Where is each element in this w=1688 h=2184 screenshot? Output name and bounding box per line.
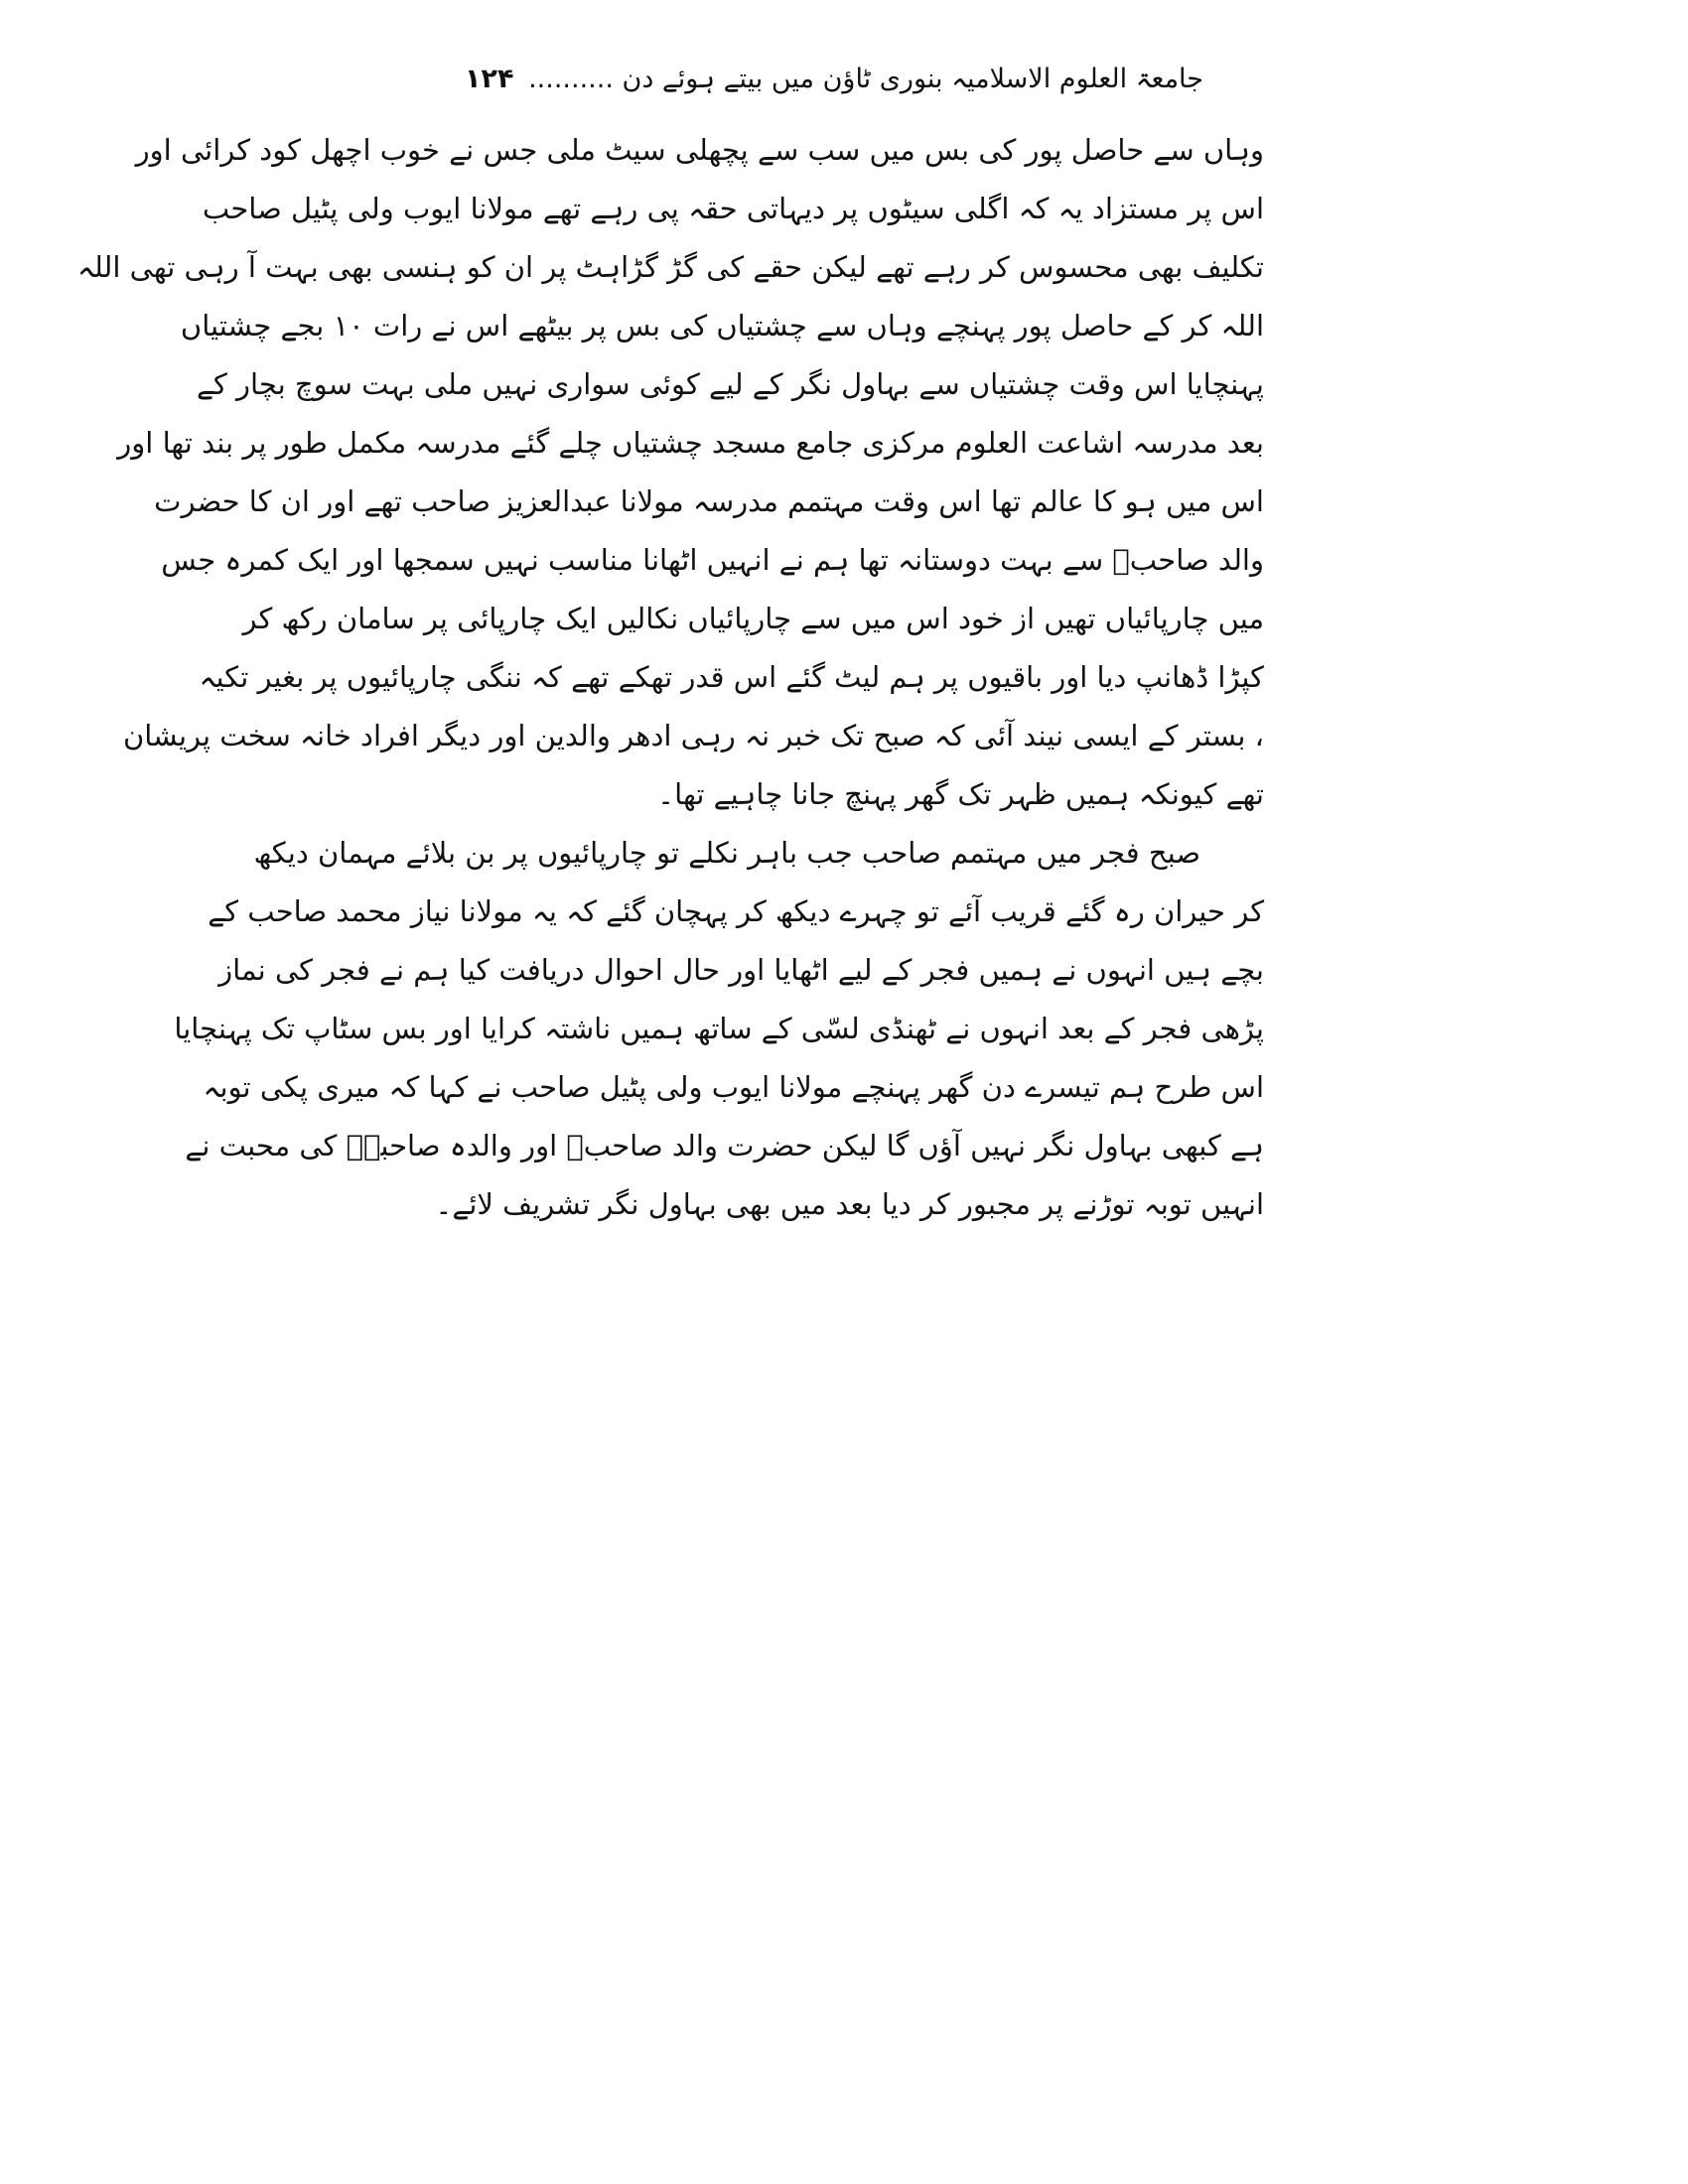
text-line: بچے ہیں انہوں نے ہمیں فجر کے لیے اٹھایا اور حال احوال دریافت کیا ہم نے فجر کی نماز: [218, 953, 1264, 987]
text-line: اللہ کر کے حاصل پور پہنچے وہاں سے چشتیاں کی بس پر بیٹھے اس نے رات ۱۰ بجے چشتیاں: [180, 309, 1264, 342]
text-line: وہاں سے حاصل پور کی بس میں سب سے پچھلی سیٹ ملی جس نے خوب اچھل کود کرائی اور: [135, 133, 1264, 167]
text-line: کپڑا ڈھانپ دیا اور باقیوں پر ہم لیٹ گئے اس قدر تھکے تھے کہ ننگی چارپائیوں پر بغیر تکیہ: [199, 660, 1264, 694]
paragraph-start-line: صبح فجر میں مہتمم صاحب جب باہر نکلے تو چارپائیوں پر بن بلائے مہمان دیکھ: [253, 836, 1200, 870]
text-line: تکلیف بھی محسوس کر رہے تھے لیکن حقے کی گڑ گڑاہٹ پر ان کو ہنسی بھی بہت آ رہی تھی اللہ: [76, 250, 1264, 284]
text-line: بعد مدرسہ اشاعت العلوم مرکزی جامع مسجد چشتیاں چلے گئے مدرسہ مکمل طور پر بند تھا اور: [117, 426, 1264, 460]
text-line: پڑھی فجر کے بعد انہوں نے ٹھنڈی لسّی کے ساتھ ہمیں ناشتہ کرایا اور بس سٹاپ تک پہنچایا: [174, 1012, 1264, 1045]
page-number: ۱۲۴: [465, 64, 514, 94]
paragraph-end-line: انہیں توبہ توڑنے پر مجبور کر دیا بعد میں بھی بہاول نگر تشریف لائے۔: [435, 1187, 1264, 1221]
text-line: میں چارپائیاں تھیں از خود اس میں سے چارپائیاں نکالیں ایک چارپائی پر سامان رکھ کر: [242, 602, 1264, 635]
text-line: ، بستر کے ایسی نیند آئی کہ صبح تک خبر نہ رہی ادھر والدین اور دیگر افراد خانہ سخت پریشان: [122, 719, 1264, 752]
text-line: کر حیران رہ گئے قریب آئے تو چہرے دیکھ کر پہچان گئے کہ یہ مولانا نیاز محمد صاحب کے: [208, 894, 1264, 928]
body-text: [76, 121, 1264, 1234]
text-line: اس پر مستزاد یہ کہ اگلی سیٹوں پر دیہاتی حقہ پی رہے تھے مولانا ایوب ولی پٹیل صاحب: [202, 192, 1264, 225]
text-line: اس طرح ہم تیسرے دن گھر پہنچے مولانا ایوب ولی پٹیل صاحب نے کہا کہ میری پکی توبہ: [203, 1070, 1264, 1104]
header-title: جامعۃ العلوم الاسلامیہ بنوری ٹاؤن میں بیتے ہوئے دن: [622, 64, 1203, 94]
running-header: [417, 58, 1251, 101]
text-line: ہے کبھی بہاول نگر نہیں آؤں گا لیکن حضرت والد صاحبؒ اور والدہ صاحبہؒ کی محبت نے: [185, 1129, 1264, 1162]
text-line: اس میں ہو کا عالم تھا اس وقت مہتمم مدرسہ مولانا عبدالعزیز صاحب تھے اور ان کا حضرت: [154, 484, 1264, 518]
text-line: والد صاحبؒ سے بہت دوستانہ تھا ہم نے انہیں اٹھانا مناسب نہیں سمجھا اور ایک کمرہ جس: [161, 543, 1264, 577]
paragraph-end-line: تھے کیونکہ ہمیں ظہر تک گھر پہنچ جانا چاہیے تھا۔: [657, 777, 1264, 811]
text-line: پہنچایا اس وقت چشتیاں سے بہاول نگر کے لیے کوئی سواری نہیں ملی بہت سوچ بچار کے: [197, 367, 1264, 401]
header-dots: ..........: [528, 64, 614, 94]
